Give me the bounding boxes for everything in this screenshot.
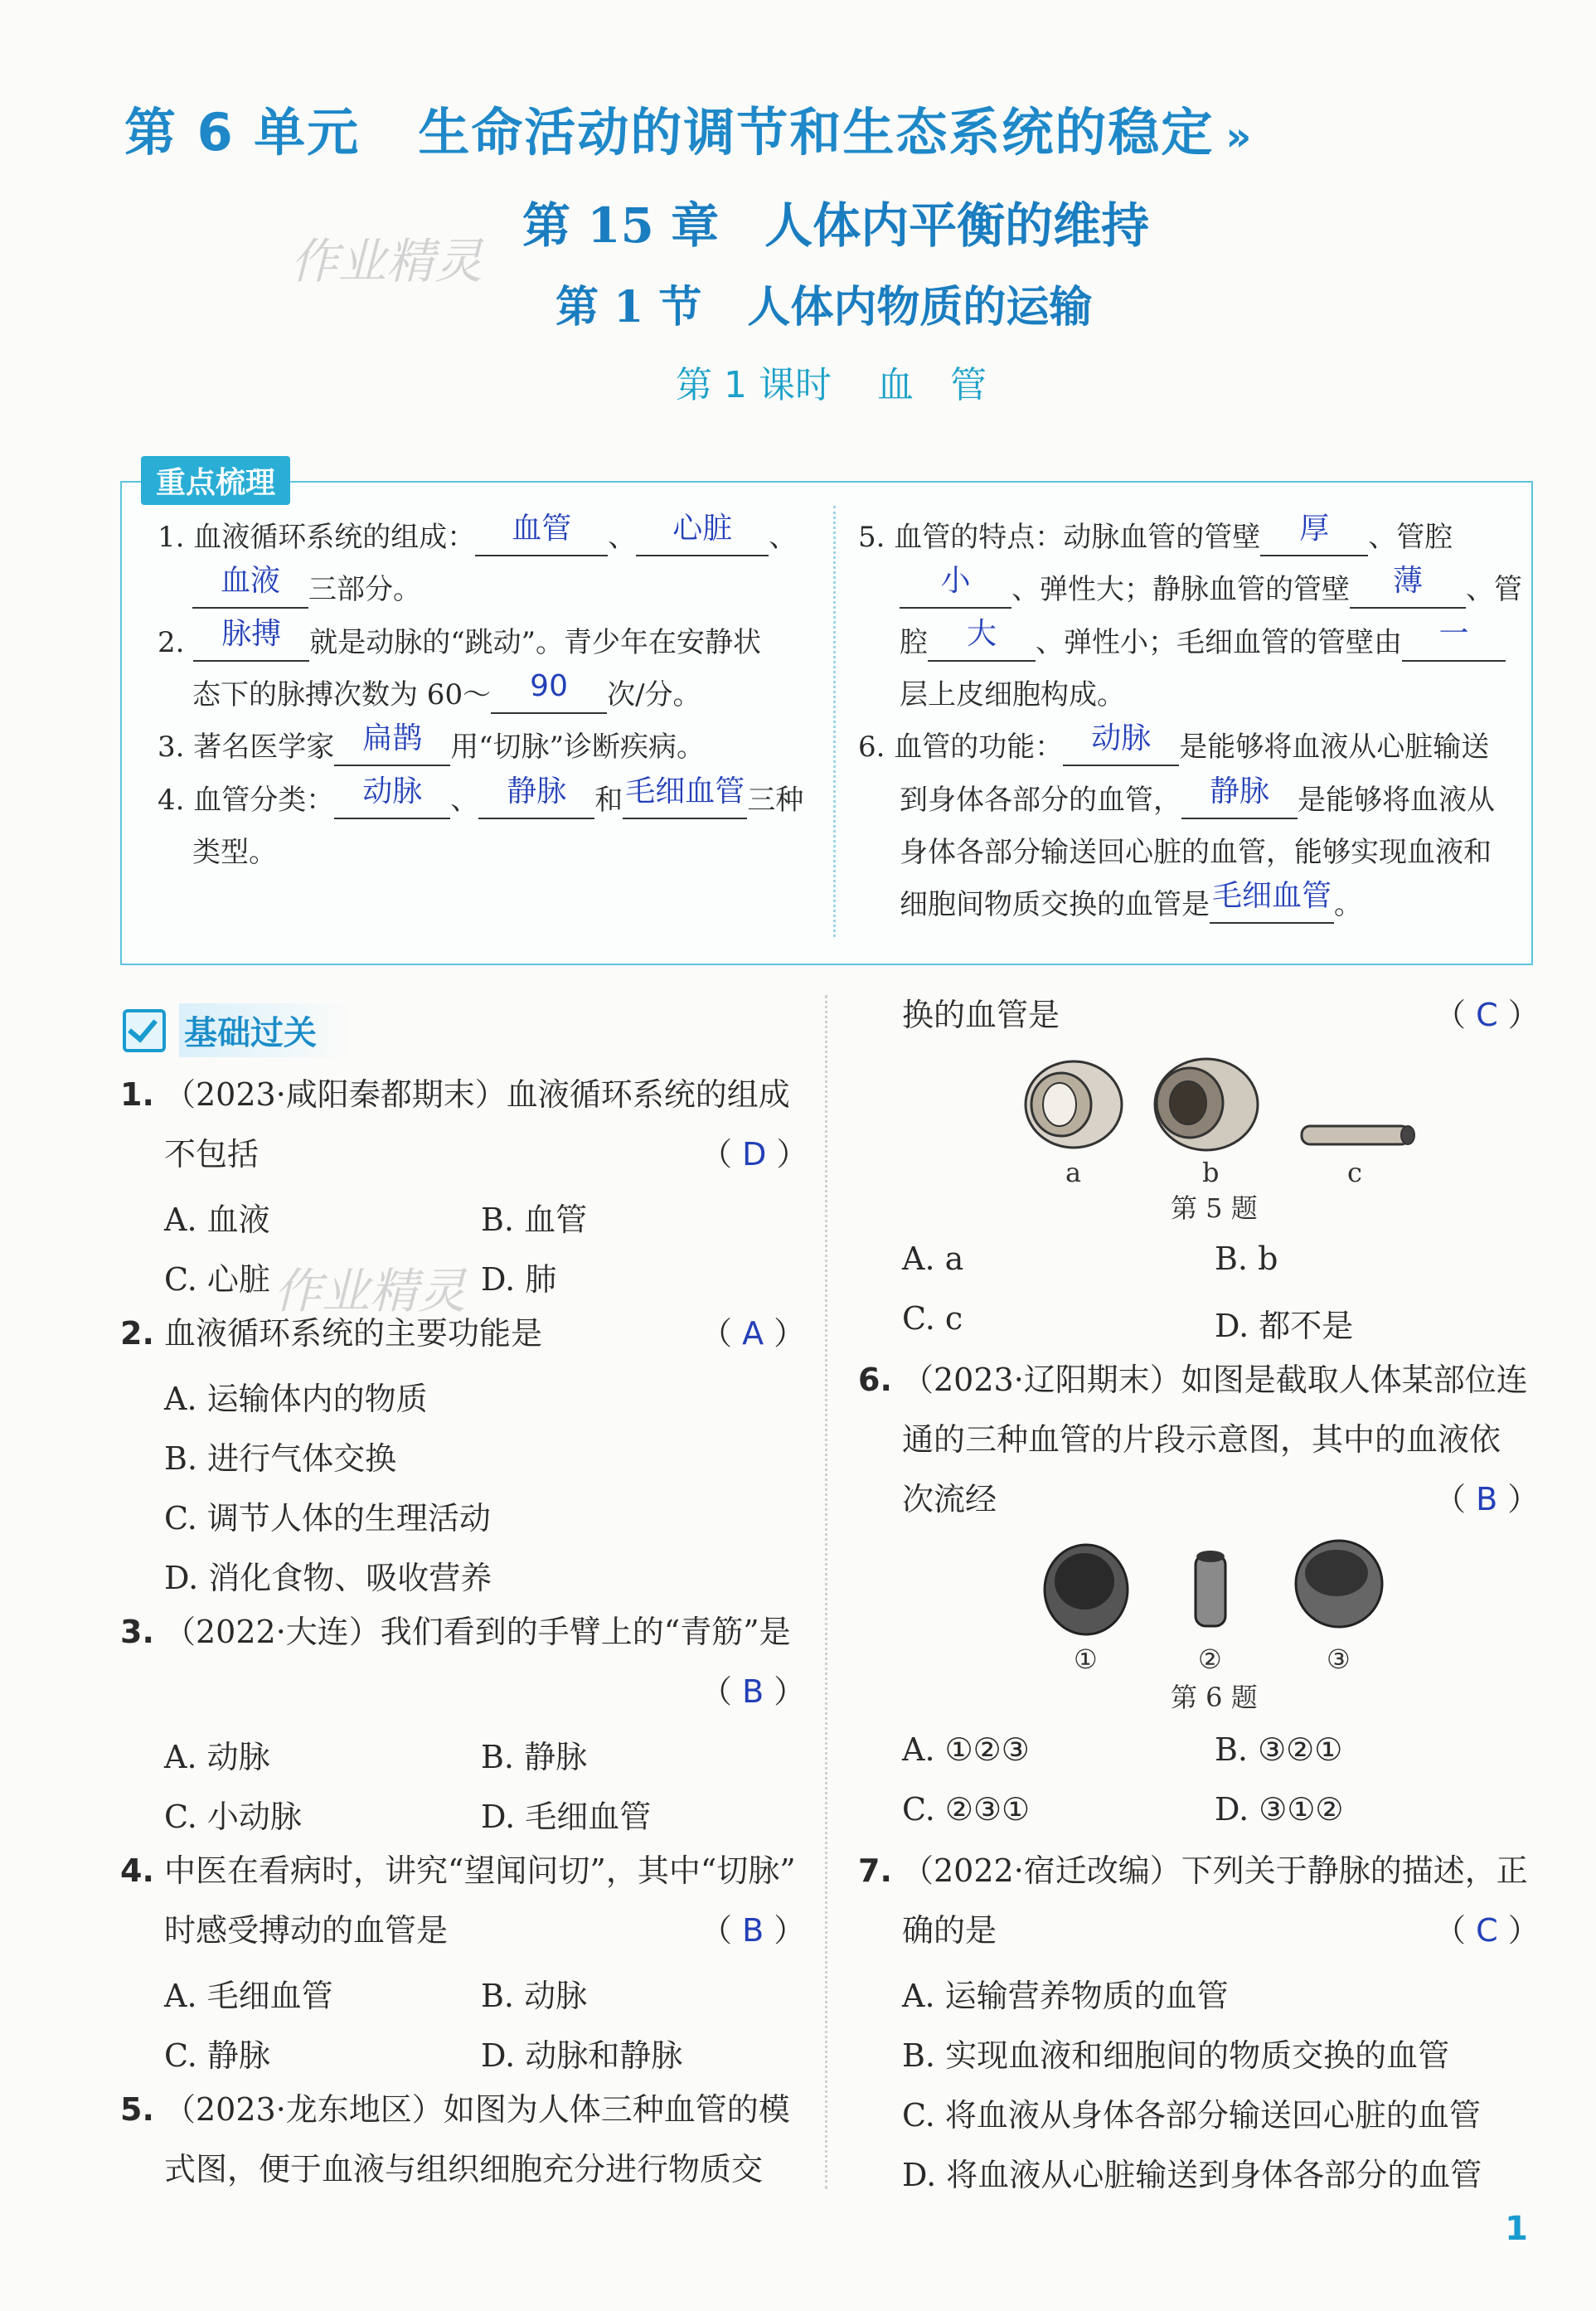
kp-text: 血管的功能： [894, 731, 1064, 764]
kp-answer: 脉搏 [221, 617, 282, 651]
figure-6-vessel-segments [1036, 1538, 1401, 1646]
answer-letter: D [742, 1136, 767, 1172]
basic-section-tag [123, 1003, 350, 1057]
kp-answer: 薄 [1392, 564, 1423, 598]
kp-text: 、弹性大；静脉血管的管壁 [1011, 573, 1350, 606]
kp-item-6-cont-2: 身体各部分输送回心脏的血管，能够实现血液和 [900, 836, 1492, 869]
vessel-segment-1 [1045, 1545, 1128, 1634]
unit-title [124, 91, 1253, 165]
kp-item-1-cont [192, 564, 421, 609]
option: B. 静脉 [481, 1739, 588, 1775]
kp-number: 5. [858, 521, 885, 554]
figure-label: ② [1198, 1643, 1222, 1675]
answer-bracket: （ D ） [701, 1136, 808, 1172]
kp-number: 6. [858, 731, 885, 764]
kp-text: 细胞间物质交换的血管是 [900, 888, 1210, 921]
kp-number: 2. [158, 626, 185, 659]
option: B. 进行气体交换 [164, 1440, 397, 1477]
answer-letter: B [742, 1912, 764, 1949]
kp-text: 腔 [900, 626, 928, 659]
kp-blank [475, 512, 608, 556]
kp-blank [193, 617, 309, 662]
option: C. 静脉 [164, 2037, 270, 2074]
kp-answer: 血液 [220, 564, 280, 598]
option: D. 都不是 [1215, 1308, 1354, 1344]
chevron-right-icon: » [1225, 114, 1254, 160]
kp-blank [636, 512, 769, 556]
question-5-line-2: 式图，便于血液与组织细胞充分进行物质交 [164, 2151, 764, 2187]
question-number: 5. [120, 2091, 154, 2128]
kp-answer: 毛细血管 [625, 774, 745, 808]
kp-blank [928, 617, 1036, 662]
question-7 [858, 1851, 1528, 1891]
figure-caption: 第 5 题 [1171, 1192, 1258, 1224]
answer-letter: B [1476, 1481, 1498, 1517]
kp-text: 、 [608, 521, 637, 554]
question-2 [120, 1313, 542, 1353]
option: A. ①②③ [902, 1731, 1030, 1768]
question-number: 4. [120, 1852, 154, 1889]
kp-blank [1402, 617, 1506, 662]
lesson-title [676, 355, 987, 408]
kp-answer: 一 [1438, 617, 1469, 651]
vein-model [1155, 1059, 1258, 1150]
figure-label: ① [1074, 1643, 1098, 1675]
option: D. 将血液从心脏输送到身体各部分的血管 [902, 2157, 1482, 2193]
kp-text: 三部分。 [308, 573, 421, 606]
kp-text: 和 [594, 784, 623, 817]
kp-item-1 [158, 512, 798, 556]
chapter-number: 第 15 章 [522, 197, 720, 254]
option: A. 运输体内的物质 [164, 1381, 428, 1417]
key-points-tag: 重点梳理 [141, 456, 290, 505]
kp-text: 血管分类： [193, 784, 335, 817]
watermark: 作业精灵 [274, 1263, 467, 1319]
kp-item-5 [858, 512, 1453, 556]
kp-item-4-cont: 类型。 [192, 836, 277, 869]
kp-text: 、弹性小；毛细血管的管壁由 [1036, 626, 1402, 659]
kp-number: 4. [158, 784, 185, 817]
figure-label: a [1065, 1157, 1082, 1188]
question-6 [858, 1360, 1528, 1400]
question-text: （2023·辽阳期末）如图是截取人体某部位连 [901, 1362, 1528, 1398]
option: C. 将血液从身体各部分输送回心脏的血管 [902, 2097, 1481, 2134]
kp-answer: 90 [530, 669, 568, 703]
answer-letter: A [742, 1315, 764, 1352]
question-number: 2. [120, 1315, 154, 1352]
answer-bracket: （ C ） [1434, 1912, 1540, 1949]
question-5 [120, 2090, 790, 2129]
kp-item-5-cont-2 [900, 617, 1506, 662]
kp-text: 、 [769, 521, 798, 554]
option: B. 动脉 [481, 1978, 588, 2014]
option: A. 运输营养物质的血管 [902, 1978, 1229, 2014]
kp-answer: 血管 [512, 512, 572, 546]
kp-answer: 小 [940, 564, 971, 598]
answer-bracket: （ A ） [701, 1315, 806, 1352]
kp-answer: 动脉 [362, 774, 423, 808]
capillary-model [1302, 1126, 1414, 1144]
figure-label: c [1347, 1157, 1362, 1188]
kp-item-3 [158, 721, 706, 766]
kp-item-6-cont-1 [900, 774, 1495, 819]
option: B. b [1215, 1240, 1278, 1277]
kp-number: 1. [158, 521, 185, 554]
kp-text: 血液循环系统的组成： [193, 521, 476, 554]
kp-blank [491, 669, 607, 714]
section-number: 第 1 节 [555, 282, 702, 333]
question-text: 中医在看病时，讲究“望闻问切”，其中“切脉” [163, 1852, 796, 1889]
question-text: （2022·宿迁改编）下列关于静脉的描述，正 [901, 1852, 1528, 1889]
question-3 [120, 1612, 791, 1652]
kp-blank [1350, 564, 1466, 609]
question-7-line-2: 确的是 [902, 1912, 997, 1949]
unit-number: 第 6 单元 [124, 102, 361, 163]
option: D. 肺 [481, 1261, 557, 1298]
kp-answer: 扁鹊 [362, 721, 423, 755]
section-name: 人体内物质的运输 [747, 282, 1093, 333]
figure-caption: 第 6 题 [1171, 1682, 1258, 1713]
answer-letter: C [1476, 997, 1498, 1033]
basic-section-title: 基础过关 [179, 1003, 350, 1057]
kp-item-5-cont-1 [900, 564, 1522, 609]
question-text: （2022·大连）我们看到的手臂上的“青筋”是 [163, 1614, 791, 1650]
kp-item-2-cont [192, 669, 701, 714]
question-5-line-3: 换的血管是 [902, 997, 1060, 1033]
question-text: （2023·咸阳秦都期末）血液循环系统的组成 [163, 1076, 790, 1113]
kp-text: 血管的特点：动脉血管的管壁 [894, 521, 1261, 554]
key-points-divider [833, 506, 836, 937]
kp-text: 、管腔 [1368, 521, 1453, 554]
option: C. ②③① [902, 1791, 1031, 1828]
kp-item-6 [858, 721, 1490, 766]
kp-answer: 大 [966, 617, 997, 651]
option: A. 血液 [164, 1202, 270, 1238]
question-text: 血液循环系统的主要功能是 [163, 1315, 542, 1352]
answer-bracket: （ B ） [701, 1912, 806, 1949]
kp-blank [1260, 512, 1368, 556]
kp-text: 是能够将血液从心脏输送 [1179, 731, 1490, 764]
question-number: 7. [858, 1852, 892, 1889]
option: B. 实现血液和细胞间的物质交换的血管 [902, 2037, 1450, 2074]
kp-text: 次/分。 [607, 678, 701, 711]
kp-text: 三种 [747, 784, 804, 817]
kp-text: 著名医学家 [193, 731, 335, 764]
question-1-line-2: 不包括 [164, 1136, 260, 1172]
answer-bracket: （ B ） [1434, 1481, 1540, 1517]
figure-label: ③ [1327, 1643, 1351, 1675]
kp-text: 、管 [1466, 573, 1522, 606]
kp-answer: 心脏 [672, 512, 733, 546]
kp-blank [1181, 774, 1298, 819]
option: A. 毛细血管 [164, 1978, 333, 2014]
answer-bracket: （ C ） [1434, 997, 1540, 1033]
kp-blank [192, 564, 308, 609]
kp-answer: 静脉 [507, 774, 567, 808]
checkbox-icon [123, 1009, 166, 1052]
kp-text: 。 [1334, 888, 1362, 921]
option: C. 调节人体的生理活动 [164, 1500, 491, 1537]
kp-blank [478, 774, 594, 819]
question-number: 6. [858, 1362, 892, 1398]
question-4 [120, 1851, 796, 1891]
question-1 [120, 1075, 790, 1114]
column-divider [825, 995, 827, 2189]
option: D. ③①② [1215, 1791, 1344, 1828]
question-number: 3. [120, 1614, 154, 1650]
chapter-name: 人体内平衡的维持 [764, 197, 1150, 254]
option: C. 小动脉 [164, 1799, 302, 1835]
kp-answer: 动脉 [1091, 721, 1152, 755]
kp-item-2 [158, 617, 762, 662]
lesson-name: 血 管 [876, 364, 987, 406]
kp-answer: 毛细血管 [1211, 879, 1332, 913]
kp-blank [1210, 879, 1334, 924]
kp-text: 、 [450, 784, 479, 817]
option: D. 毛细血管 [481, 1799, 652, 1835]
kp-text: 是能够将血液从 [1298, 784, 1495, 817]
kp-text: 就是动脉的“跳动”。青少年在安静状 [309, 626, 762, 659]
answer-letter: B [742, 1673, 764, 1710]
kp-answer: 厚 [1299, 512, 1330, 546]
kp-item-4 [158, 774, 804, 819]
question-number: 1. [120, 1076, 154, 1113]
vessel-segment-3 [1296, 1541, 1382, 1627]
page-number: 1 [1505, 2210, 1528, 2248]
option: A. 动脉 [164, 1739, 270, 1775]
vessel-segment-2 [1196, 1551, 1225, 1626]
kp-blank [334, 774, 450, 819]
option: D. 消化食物、吸收营养 [164, 1560, 492, 1596]
option: D. 动脉和静脉 [481, 2037, 683, 2074]
answer-letter: C [1476, 1912, 1498, 1949]
question-4-line-2: 时感受搏动的血管是 [164, 1912, 449, 1949]
artery-model [1026, 1061, 1122, 1148]
question-6-line-2: 通的三种血管的片段示意图，其中的血液依 [902, 1421, 1501, 1458]
kp-item-5-cont-3: 层上皮细胞构成。 [900, 678, 1125, 711]
answer-bracket: （ B ） [701, 1673, 806, 1710]
option: C. c [902, 1300, 963, 1337]
kp-item-6-cont-3 [900, 879, 1362, 924]
kp-answer: 静脉 [1209, 774, 1269, 808]
kp-blank [900, 564, 1011, 609]
question-text: （2023·龙东地区）如图为人体三种血管的模 [163, 2091, 790, 2128]
figure-label: b [1202, 1157, 1220, 1188]
kp-number: 3. [158, 731, 185, 764]
question-6-line-3: 次流经 [902, 1481, 997, 1517]
chapter-title [522, 187, 1149, 256]
kp-blank [1063, 721, 1179, 766]
kp-blank [623, 774, 747, 819]
option: A. a [902, 1240, 964, 1277]
option: C. 心脏 [164, 1261, 270, 1298]
kp-text: 用“切脉”诊断疾病。 [450, 731, 706, 764]
section-title [555, 272, 1092, 334]
watermark: 作业精灵 [290, 233, 483, 289]
lesson-number: 第 1 课时 [676, 364, 832, 406]
kp-text: 态下的脉搏次数为 60～ [192, 678, 492, 711]
option: B. ③②① [1215, 1731, 1343, 1768]
unit-name: 生命活动的调节和生态系统的稳定 [418, 102, 1215, 163]
option: B. 血管 [481, 1202, 588, 1238]
kp-text: 到身体各部分的血管， [900, 784, 1181, 817]
kp-blank [334, 721, 450, 766]
